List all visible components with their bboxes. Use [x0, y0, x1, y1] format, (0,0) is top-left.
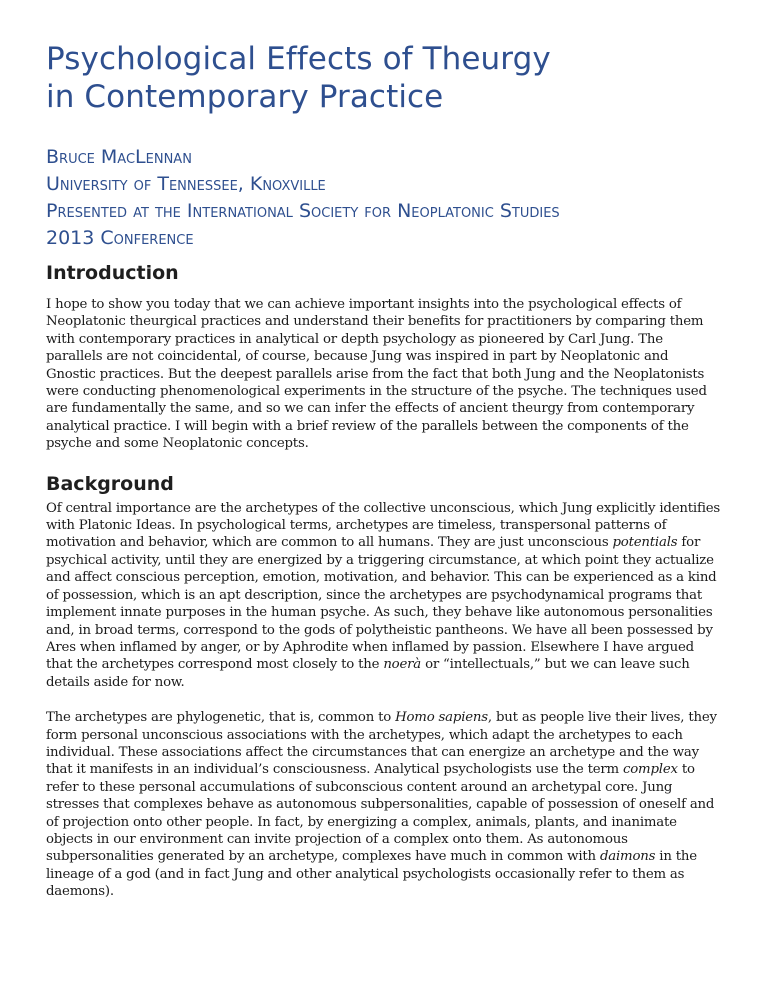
paragraph: [46, 709, 722, 900]
title-line-2: in Contemporary Practice: [46, 79, 444, 115]
emphasis: Homo sapiens: [395, 710, 488, 726]
conference-year: 2013 Conference: [46, 227, 194, 249]
emphasis: complex: [623, 762, 678, 778]
document-title: [46, 40, 722, 116]
text-run: or “intellectuals,” but we can leave such details aside for now.: [46, 657, 690, 690]
title-line-1: Psychological Effects of Theurgy: [46, 41, 551, 77]
text-run: , but as people live their lives, they form personal unconscious associations with the archetypes, which adapt the archetypes to each individual. These associations affect the circumstances that can energize an archetype and the way that it manifests in an individual’s consciousness. Analytical psychologists use the term: [46, 710, 717, 778]
section-background: [46, 471, 722, 901]
section-introduction: [46, 260, 722, 453]
paragraph: I hope to show you today that we can achieve important insights into the psychological effects of Neoplatonic theurgical practices and understand their benefits for practitioners by comparing them with contemporary practices in analytical or depth psychology as pioneered by Carl Jung. The parallels are not coincidental, of course, because Jung was inspired in part by Neoplatonic and Gnostic practices. But the deepest parallels arise from the fact that both Jung and the Neoplatonists were conducting phenomenological experiments in the structure of the psyche. The techniques used are fundamentally the same, and so we can infer the effects of ancient theurgy from contemporary analytical practice. I will begin with a brief review of the parallels between the components of the psyche and some Neoplatonic concepts.: [46, 297, 707, 452]
emphasis: noerà: [383, 657, 422, 673]
section-heading-introduction: Introduction: [46, 262, 179, 284]
section-heading-background: Background: [46, 472, 174, 495]
text-run: The archetypes are phylogenetic, that is, common to: [46, 710, 396, 726]
author-affiliation: University of Tennessee, Knoxville: [46, 173, 326, 195]
text-run: for psychical activity, until they are energized by a triggering circumstance, at which point they actualize and affect conscious perception, emotion, motivation, and behavior. This can be experienced as a kind of possession, which is an apt description, since the archetypes are psychodynamical programs that implement innate purposes in the human psyche. As such, they behave like autonomous personalities and, in broad terms, correspond to the gods of polytheistic pantheons. We have all been possessed by Ares when inflamed by anger, or by Aphrodite when inflamed by passion. Elsewhere I have argued that the archetypes correspond most closely to the: [46, 535, 717, 673]
paragraph: [46, 500, 722, 691]
text-run: to refer to these personal accumulations of subconscious content around an archetypal core. Jung stresses that complexes behave as autonomous subpersonalities, capable of possession of oneself and of projection onto other people. In fact, by energizing a complex, animals, plants, and inanimate objects in our environment can invite projection of a complex onto them. As autonomous subpersonalities generated by an archetype, complexes have much in common with: [46, 762, 715, 865]
emphasis: daimons: [599, 849, 656, 865]
presentation-venue: Presented at the International Society for Neoplatonic Studies: [46, 200, 560, 222]
text-run: in the lineage of a god (and in fact Jung and other analytical psychologists occasionally refer to them as daemons).: [46, 849, 697, 900]
emphasis: potentials: [612, 535, 678, 551]
author-name: Bruce MacLennan: [46, 146, 192, 168]
text-run: Of central importance are the archetypes of the collective unconscious, which Jung explicitly identifies with Platonic Ideas. In psychological terms, archetypes are timeless, transpersonal patterns of motivation and behavior, which are common to all humans. They are just unconscious: [46, 500, 721, 551]
author-block: [46, 144, 722, 252]
